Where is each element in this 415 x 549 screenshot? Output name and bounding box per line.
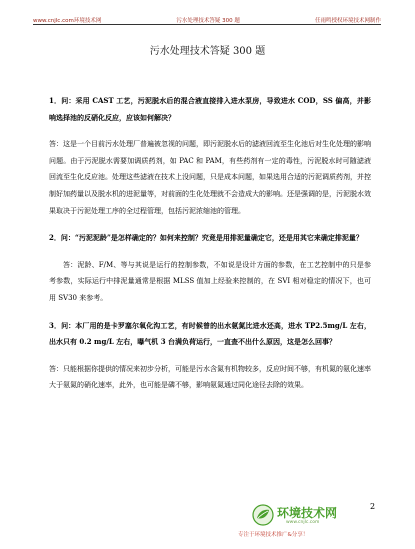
question-number: 1． [49,96,62,105]
question-1 [49,93,371,126]
header-divider [33,24,381,25]
header-right-text: 任雨鸣授权环境技术网制作 [314,18,381,24]
qa-content [49,93,371,405]
question-number: 3． [49,320,62,330]
question-2 [49,230,371,247]
page-header [33,14,381,24]
leaf-globe-icon [252,504,274,526]
document-title: 污水处理技术答疑 300 题 [149,46,266,57]
question-text: 问：本厂用的是卡罗塞尔氧化沟工艺，有时候曾的出水氨氮比进水还高，进水 TP2.5mg/L 左右，出水只有 0.2 mg/L 左右，曝气机 3 台满负荷运行，一直查不出什么原因，这是怎么回事？ [49,320,371,347]
logo-url: www.cnjlc.com [286,520,320,525]
question-text: 问：“污泥泥龄”是怎样确定的？如何来控制？究竟是用排泥量确定它，还是用其它来确定排泥量？ [60,233,363,243]
question-text: 问：采用 CAST 工艺，污泥脱水后的混合液直接排入进水泵房，导致进水 COD，SS 偏高，并影响选择池的反硝化反应，应该如何解决？ [49,96,371,122]
page-number: 2 [370,502,376,511]
logo-slogan: 专注于环境技术推广&分享！ [238,532,309,538]
question-3 [49,318,371,351]
header-left-text: www.cnjlc.com环境技术网 [33,18,102,24]
footer-logo [224,502,364,542]
answer-3: 答：只能根据你提供的情况来初步分析，可能是污水含氮有机物较多，反应时间不够，有机氮的氨化速率大于氨氮的硝化速率，此外，也可能是磷不够，影响氨氮通过同化途径去除的效果。 [49,364,371,390]
question-number: 2． [49,233,61,243]
header-center-text: 污水处理技术答疑 300 题 [176,18,240,24]
answer-2: 答：泥龄、F/M、等与其说是运行的控制参数，不如说是设计方面的参数，在工艺控制中的只是参考参数，实际运行中排泥量通常是根据 MLSS 值加上经验来控制的，在 SVI 相对稳定的情况下，也可用 SV30 来参考。 [49,260,371,302]
answer-1: 答：这是一个目前污水处理厂普遍被忽视的问题，即污泥脱水后的滤液回流至生化池后对生化处理的影响问题。由于污泥脱水需要加调质药剂，如 PAC 和 PAM，有些药剂有一定的毒性，污泥脱水时可随滤液回流至生化反应池。处理这些滤液在技术上没问题，只是成本问题，如果选用合适的污泥调质药剂，并控制好加药量以及脱水机的进泥量等，对前面的生化处理就不会造成大的影响。还是强调的是，污泥脱水效果取决于污泥处理工序的全过程管理，包括污泥浓缩池的管理。 [49,140,371,215]
logo-name: 环境技术网 [277,506,338,520]
